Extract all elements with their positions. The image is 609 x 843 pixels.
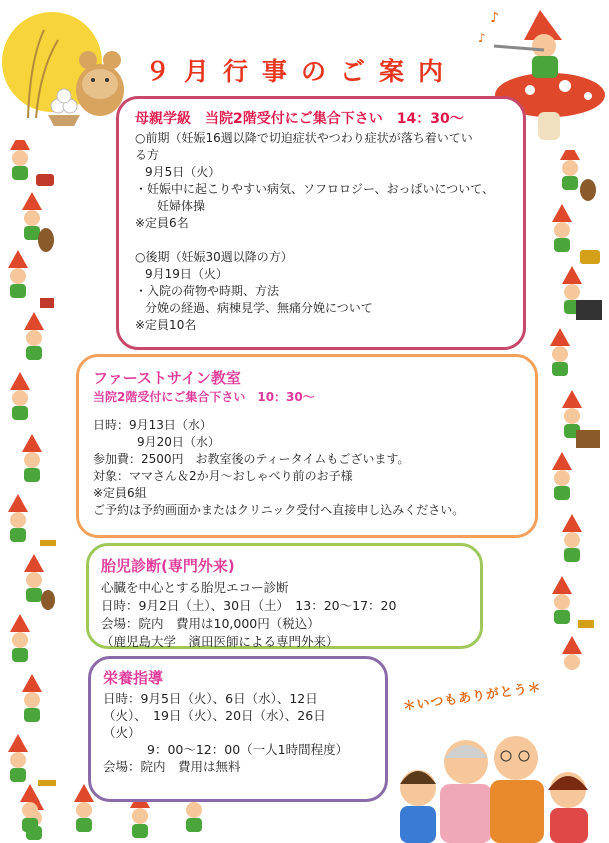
- fetal-diagnosis-description: 心臓を中心とする胎児エコー診断: [101, 580, 289, 595]
- maternal-late-term: ○後期（妊娠30週以降の方）: [135, 250, 293, 264]
- maternal-early-term: ○前期（妊娠16週以降で切迫症状やつわり症状が落ち着いてい: [135, 131, 473, 145]
- fetal-diagnosis-dates: 日時：9月2日（土）、30日（土） 13：20〜17：20: [101, 598, 397, 613]
- nutrition-venue-fee: 会場：院内 費用は無料: [103, 759, 241, 774]
- maternal-class-box: [116, 96, 526, 350]
- fetal-diagnosis-heading: 胎児診断(専門外来): [101, 557, 235, 575]
- fetal-diagnosis-box: [86, 543, 483, 649]
- nutrition-time: 9：00〜12：00（一人1時間程度）: [147, 742, 349, 757]
- first-sign-meeting-info: 当院2階受付にご集合下さい 10：30〜: [93, 390, 315, 404]
- first-sign-heading: ファーストサイン教室: [93, 369, 241, 387]
- first-sign-capacity: ※定員6組: [93, 486, 147, 500]
- maternal-early-capacity: ※定員6名: [135, 216, 189, 230]
- maternal-late-capacity: ※定員10名: [135, 318, 197, 332]
- maternal-early-topics: ・妊娠中に起こりやすい病気、ソフロロジー、おっぱいについて、: [135, 182, 495, 196]
- nutrition-heading: 栄養指導: [103, 669, 164, 687]
- maternal-late-date: 9月19日（火）: [145, 267, 228, 281]
- fetal-diagnosis-doctor: （鹿児島大学 濱田医師による専門外来）: [101, 634, 339, 649]
- first-sign-reservation: ご予約は予約画面かまたはクリニック受付へ直接申し込みください。: [93, 503, 465, 517]
- maternal-late-topics-cont: 分娩の経過、病棟見学、無痛分娩について: [145, 301, 373, 315]
- maternal-early-topics-cont: 妊婦体操: [157, 199, 206, 213]
- nutrition-dates-2: （火）、 19日（火）、20日（水）、26日: [103, 708, 326, 723]
- left-border-elves: [0, 140, 70, 840]
- nutrition-dates-3: （火）: [103, 725, 141, 740]
- first-sign-class-box: [76, 354, 538, 538]
- nutrition-dates-1: 日時：9月5日（火）、6日（水）、12日: [103, 691, 318, 706]
- nutrition-guidance-box: [88, 656, 388, 802]
- first-sign-date-2: 9月20日（水）: [137, 435, 220, 449]
- family-illustration: [378, 718, 609, 843]
- maternal-early-date: 9月5日（火）: [145, 165, 221, 179]
- first-sign-fee: 参加費：2500円 お教室後のティータイムもございます。: [93, 452, 410, 466]
- maternal-late-topics: ・入院の荷物や時期、方法: [135, 284, 280, 298]
- fetal-diagnosis-venue-fee: 会場：院内 費用は10,000円（税込）: [101, 616, 320, 631]
- first-sign-target: 対象：ママさん＆2か月〜おしゃべり前のお子様: [93, 469, 353, 483]
- page-title: ９月行事のご案内: [145, 57, 458, 86]
- maternal-class-heading: 母親学級 当院2階受付にご集合下さい 14：30〜: [135, 111, 464, 127]
- thanks-text: ＊いつもありがとう＊: [401, 680, 543, 715]
- right-border-elves: [540, 150, 609, 690]
- maternal-early-term-cont: る方: [135, 148, 160, 162]
- svg-text:♪: ♪: [490, 10, 499, 26]
- first-sign-date-1: 日時：9月13日（水）: [93, 418, 212, 432]
- svg-text:♪: ♪: [478, 31, 486, 45]
